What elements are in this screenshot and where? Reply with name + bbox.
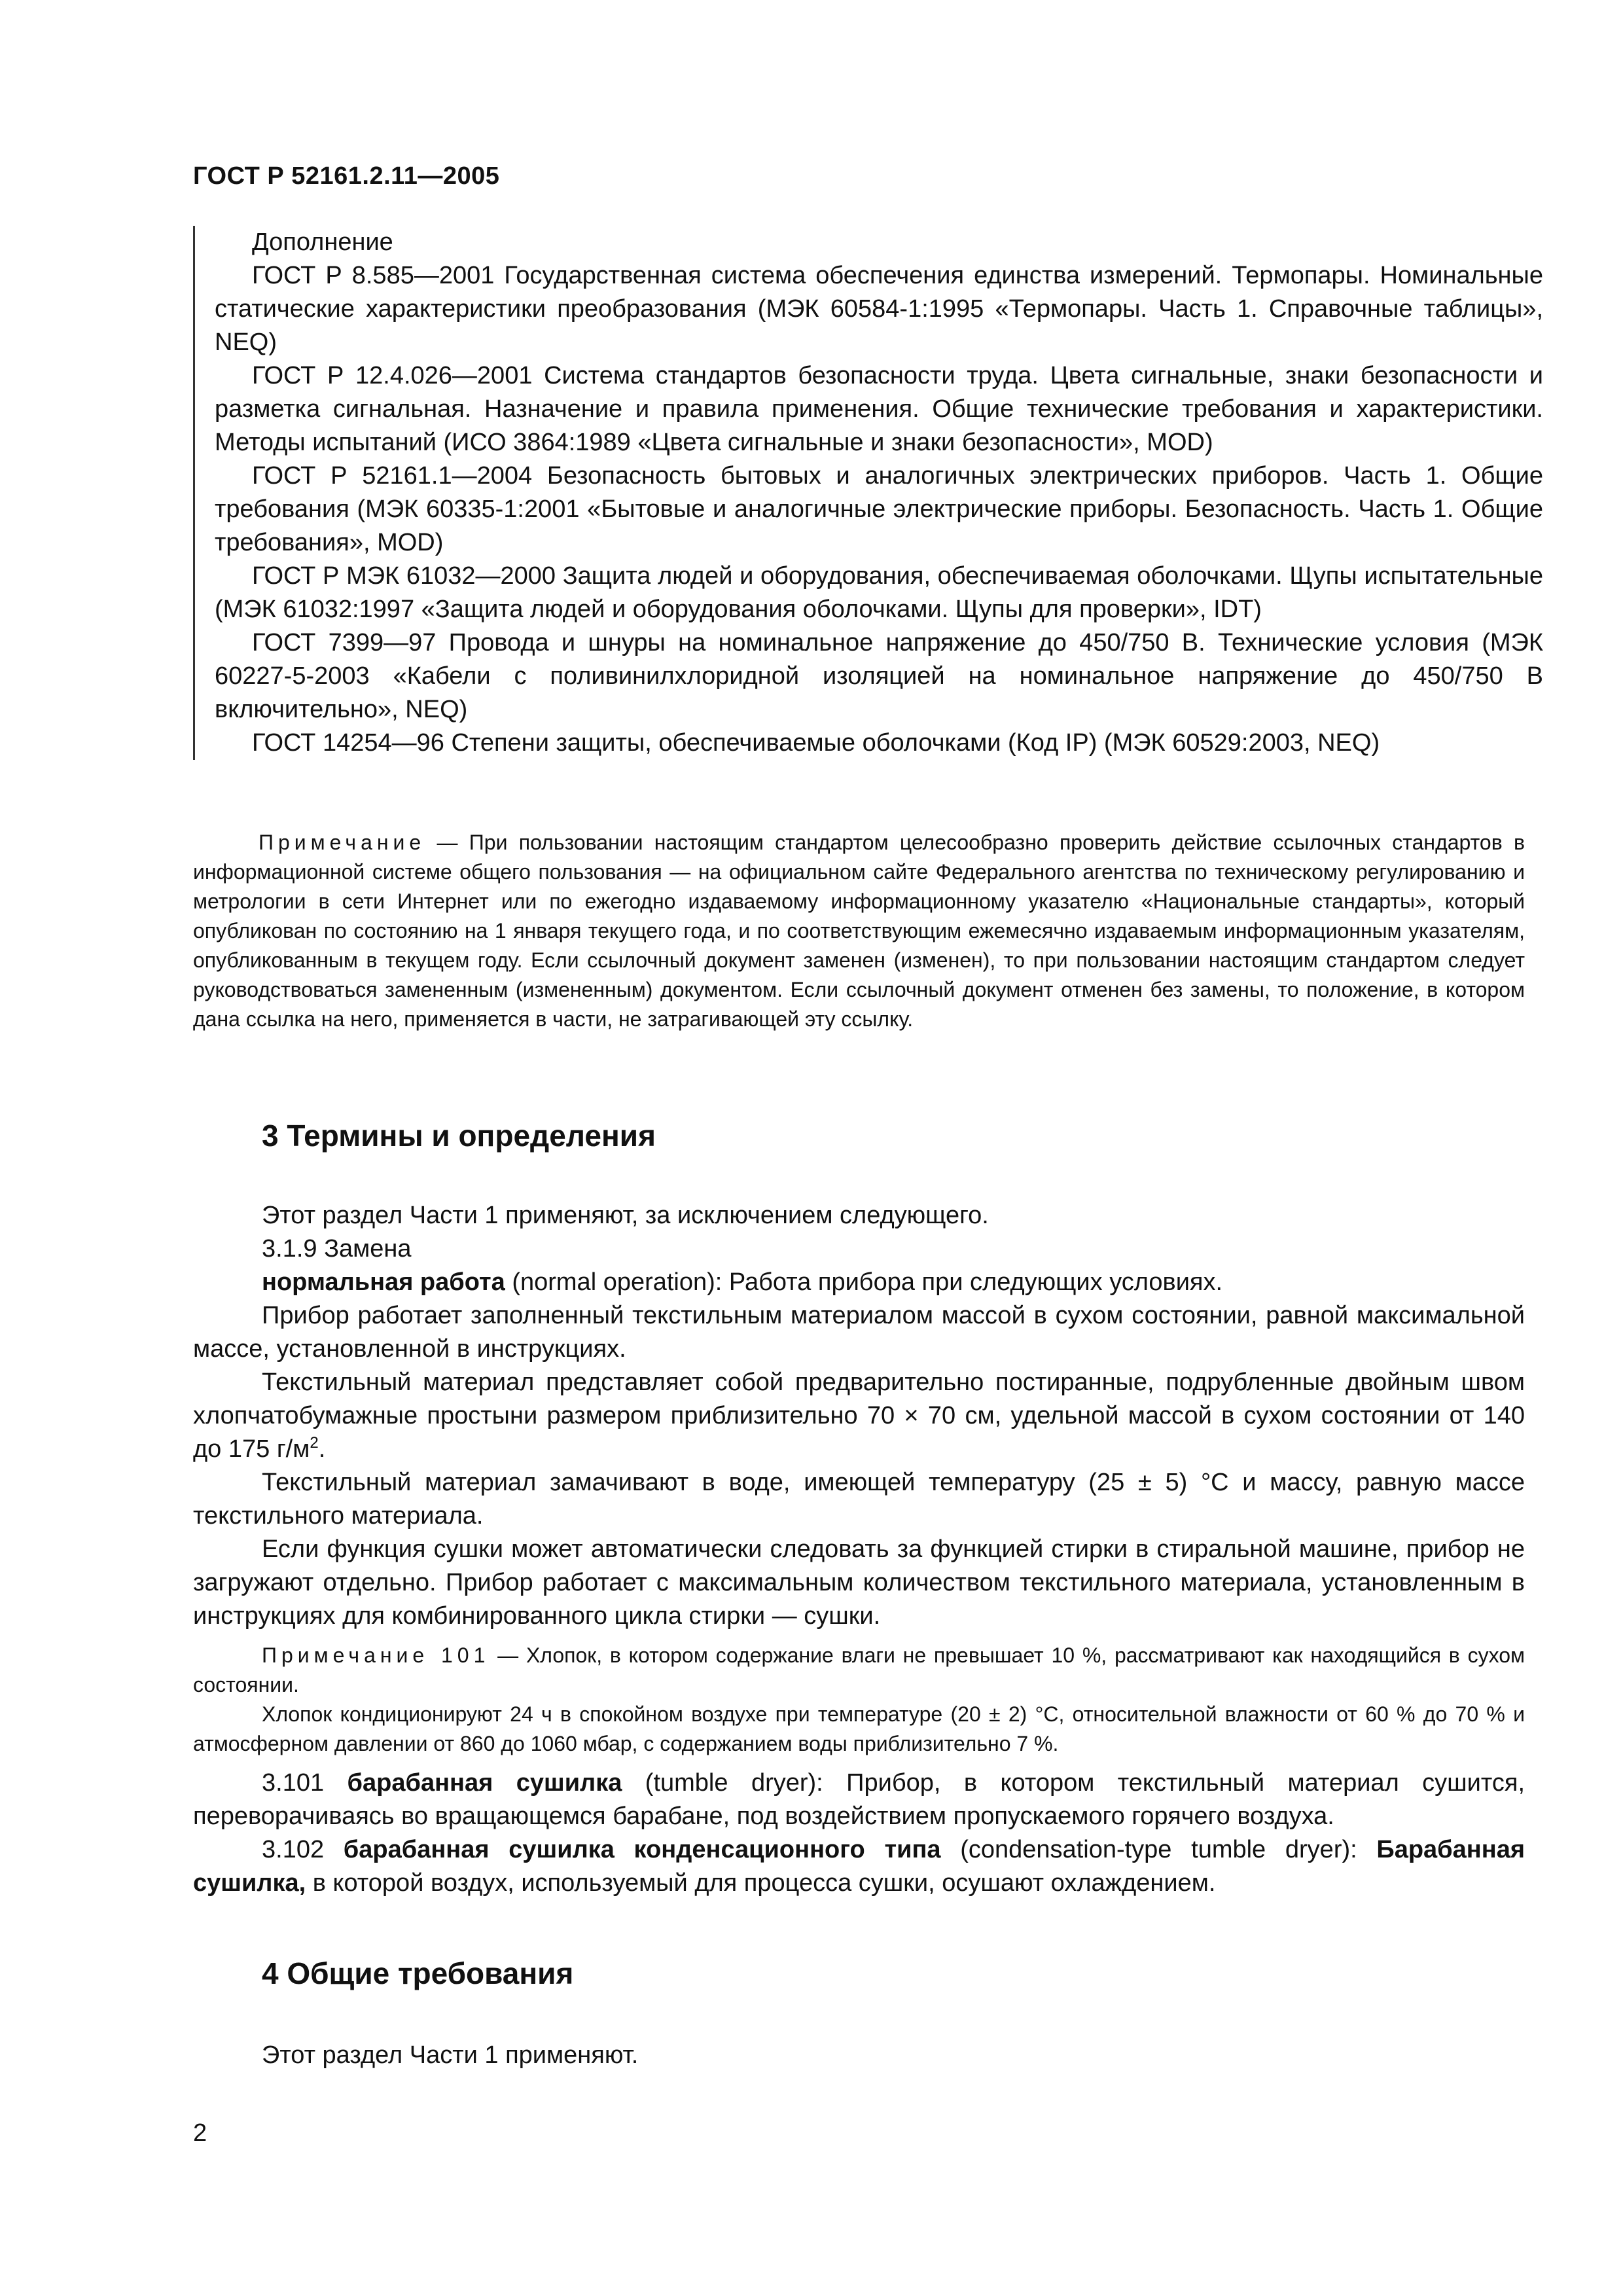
term-3-102: 3.102 барабанная сушилка конденсационного типа (condensation-type tumble dryer): Барабанная сушилка, в которой воздух, используемый для процесса сушки, осушают охлаждением. [193, 1836, 1525, 1897]
reference-note [193, 828, 1525, 1034]
section-4-heading: 4 Общие требования [262, 1956, 574, 1990]
addendum-item: ГОСТ Р 12.4.026—2001 Система стандартов безопасности труда. Цвета сигнальные, знаки безопасности и разметка сигнальная. Назначение и правила применения. Общие технические требования и характеристики. Методы испытаний (ИСО 3864:1989 «Цвета сигнальные и знаки безопасности», MOD) [215, 362, 1543, 456]
addendum-item: ГОСТ Р МЭК 61032—2000 Защита людей и оборудования, обеспечиваемая оболочками. Щупы испытательные (МЭК 61032:1997 «Защита людей и оборудования оболочками. Щупы для проверки», IDT) [215, 562, 1543, 623]
section-3-body [193, 1199, 1525, 1900]
term-bold: нормальная работа [262, 1268, 505, 1296]
section-4-text: Этот раздел Части 1 применяют. [262, 2041, 639, 2069]
paragraph: Прибор работает заполненный текстильным материалом массой в сухом состоянии, равной максимальной массе, установленной в инструкциях. [193, 1302, 1525, 1363]
document-code: ГОСТ Р 52161.2.11—2005 [193, 162, 500, 190]
addendum-item: ГОСТ Р 8.585—2001 Государственная система обеспечения единства измерений. Термопары. Номинальные статические характеристики преобразования (МЭК 60584-1:1995 «Термопары. Часть 1. Справочные таблицы», NEQ) [215, 262, 1543, 356]
note-101-continued: Хлопок кондиционируют 24 ч в спокойном воздухе при температуре (20 ± 2) °С, относительной влажности от 60 % до 70 % и атмосферном давлении от 860 до 1060 мбар, с содержанием воды приблизительно 7 %. [193, 1702, 1525, 1755]
page-number: 2 [193, 2119, 207, 2147]
note-label: Примечание [259, 831, 426, 854]
term-3-101: 3.101 барабанная сушилка (tumble dryer): Прибор, в котором текстильный материал сушится, переворачиваясь во вращающемся барабане, под воздействием пропускаемого горячего воздуха. [193, 1769, 1525, 1830]
addendum-item: ГОСТ Р 52161.1—2004 Безопасность бытовых и аналогичных электрических приборов. Часть 1. Общие требования (МЭК 60335-1:2001 «Бытовые и аналогичные электрические приборы. Безопасность. Часть 1. Общие требования», MOD) [215, 462, 1543, 556]
section-3-intro: Этот раздел Части 1 применяют, за исключением следующего. [262, 1202, 989, 1229]
section-3-heading: 3 Термины и определения [262, 1119, 656, 1153]
addendum-block [193, 226, 1543, 760]
term-normal-operation: нормальная работа (normal operation): Работа прибора при следующих условиях. [262, 1268, 1223, 1296]
addendum-item: ГОСТ 7399—97 Провода и шнуры на номинальное напряжение до 450/750 В. Технические условия (МЭК 60227-5-2003 «Кабели с поливинилхлоридной изоляцией на номинальное напряжение до 450/750 В включительно», NEQ) [215, 629, 1543, 723]
note-101: Примечание 101 — Хлопок, в котором содержание влаги не превышает 10 %, рассматривают как находящийся в сухом состоянии. [193, 1643, 1525, 1696]
note-text: — При пользовании настоящим стандартом целесообразно проверить действие ссылочных стандартов в информационной системе общего пользования — на официальном сайте Федерального агентства по техническому регулированию и метрологии в сети Интернет или по ежегодно издаваемому информационному указателю «Национальные стандарты», который опубликован по состоянию на 1 января текущего года, и по соответствующим ежемесячно издаваемым информационным указателям, опубликованным в текущем году. Если ссылочный документ заменен (изменен), то при пользовании настоящим стандартом следует руководствоваться замененным (измененным) документом. Если ссылочный документ отменен без замены, то положение, в котором дана ссылка на него, применяется в части, не затрагивающей эту ссылку. [193, 831, 1525, 1031]
paragraph: Если функция сушки может автоматически следовать за функцией стирки в стиральной машине, прибор не загружают отдельно. Прибор работает с максимальным количеством текстильного материала, установленным в инструкциях для комбинированного цикла стирки — сушки. [193, 1535, 1525, 1630]
paragraph: Текстильный материал замачивают в воде, имеющей температуру (25 ± 5) °С и массу, равную массе текстильного материала. [193, 1469, 1525, 1530]
clause-3-1-9: 3.1.9 Замена [262, 1235, 412, 1263]
addendum-title: Дополнение [252, 228, 393, 256]
addendum-item: ГОСТ 14254—96 Степени защиты, обеспечиваемые оболочками (Код IP) (МЭК 60529:2003, NEQ) [252, 729, 1380, 757]
paragraph: Текстильный материал представляет собой предварительно постиранные, подрубленные двойным швом хлопчатобумажные простыни размером приблизительно 70 × 70 см, удельной массой в сухом состоянии от 140 до 175 $г/м^2$. [193, 1369, 1525, 1463]
